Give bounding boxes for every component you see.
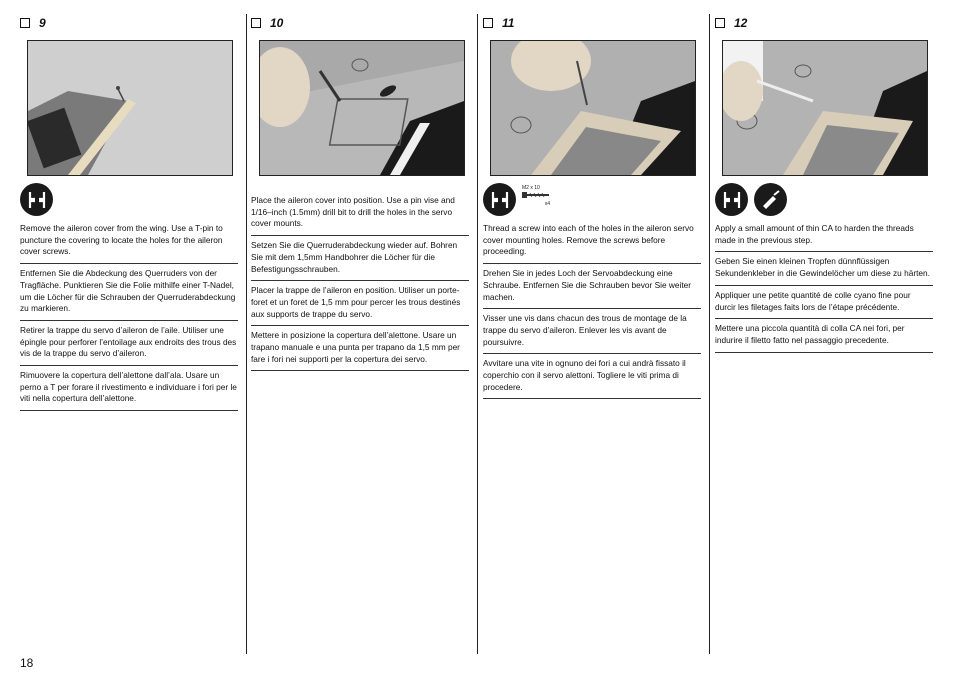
checkbox-icon[interactable]: [20, 18, 30, 28]
instruction-text: [20, 219, 238, 411]
step-photo: [259, 40, 465, 176]
paragraph-fr: Retirer la trappe du servo d’aileron de l’aile. Utiliser une épingle pour perforer l’entoilage aux endroits des trous des vis de la trappe du servo d’aileron.: [20, 321, 238, 366]
step-number: 9: [39, 16, 46, 30]
paragraph-de: Drehen Sie in jedes Loch der Servoabdeckung eine Schraube. Entfernen Sie die Schrauben bevor Sie weiter machen.: [483, 264, 701, 309]
icon-row: [483, 183, 550, 216]
screw-icon: [522, 191, 550, 199]
instruction-text: [483, 219, 701, 399]
step-number: 11: [502, 16, 515, 30]
paragraph-en: Thread a screw into each of the holes in the aileron servo cover mounting holes. Remove the screws before proceeding.: [483, 219, 701, 264]
two-wings-icon: [715, 183, 748, 216]
paragraph-de: Geben Sie einen kleinen Tropfen dünnflüssigen Sekundenkleber in die Gewindelöcher um diese zu härten.: [715, 252, 933, 285]
step-header: [20, 16, 46, 30]
two-wings-icon: [20, 183, 53, 216]
checkbox-icon[interactable]: [483, 18, 493, 28]
column-divider: [246, 14, 247, 654]
two-wings-icon: [483, 183, 516, 216]
instruction-text: [251, 191, 469, 371]
paragraph-de: Setzen Sie die Querruderabdeckung wieder auf. Bohren Sie mit dem 1,5mm Handbohrer die Löcher für die Befestigungsschrauben.: [251, 236, 469, 281]
paragraph-fr: Visser une vis dans chacun des trous de montage de la trappe du servo d’aileron. Enlever les vis avant de poursuivre.: [483, 309, 701, 354]
step-photo: [722, 40, 928, 176]
paragraph-en: Apply a small amount of thin CA to harden the threads made in the previous step.: [715, 219, 933, 252]
step-number: 12: [734, 16, 748, 30]
step-number: 10: [270, 16, 284, 30]
icon-row: [715, 183, 787, 216]
column-divider: [477, 14, 478, 654]
step-photo: [490, 40, 696, 176]
paragraph-en: Place the aileron cover into position. Use a pin vise and 1/16–inch (1.5mm) drill bit to drill the holes in the servo cover mounts.: [251, 191, 469, 236]
column-divider: [709, 14, 710, 654]
instruction-text: [715, 219, 933, 353]
paragraph-de: Entfernen Sie die Abdeckung des Querruders von der Tragfläche. Punktieren Sie die Folie mithilfe einer T-Nadel, um die Löcher für die Schrauben der Querruderabdeckung zu markieren.: [20, 264, 238, 321]
step-header: [483, 16, 514, 30]
step-header: [251, 16, 283, 30]
step-header: [715, 16, 747, 30]
paragraph-it: Avvitare una vite in ognuno dei fori a cui andrà fissato il coperchio con il servo alettoni. Togliere le viti prima di procedere.: [483, 354, 701, 399]
step-photo: [27, 40, 233, 176]
checkbox-icon[interactable]: [715, 18, 725, 28]
paragraph-fr: Appliquer une petite quantité de colle cyano fine pour durcir les filetages faits lors de l’étape précédente.: [715, 286, 933, 319]
glue-bottle-icon: [754, 183, 787, 216]
screw-count: x4: [544, 201, 550, 207]
paragraph-fr: Placer la trappe de l’aileron en position. Utiliser un porte-foret et un foret de 1,5 mm pour percer les trous destinés aux supports de trappe du servo.: [251, 281, 469, 326]
paragraph-it: Rimuovere la copertura dell’alettone dall’ala. Usare un perno a T per forare il rivestimento e individuare i fori per le viti nella copertura dell’alettone.: [20, 366, 238, 411]
paragraph-it: Mettere in posizione la copertura dell’alettone. Usare un trapano manuale e una punta per trapano da 1,5 mm per fare i fori nei supporti per la copertura dei servo.: [251, 326, 469, 371]
checkbox-icon[interactable]: [251, 18, 261, 28]
paragraph-en: Remove the aileron cover from the wing. Use a T-pin to puncture the covering to locate the holes for the aileron cover screws.: [20, 219, 238, 264]
screw-size-label: M2 x 10: [522, 185, 540, 191]
page-number: 18: [20, 656, 34, 670]
icon-row: [20, 183, 53, 216]
screw-spec: [522, 185, 550, 207]
paragraph-it: Mettere una piccola quantità di colla CA nei fori, per indurire il filetto fatto nel passaggio precedente.: [715, 319, 933, 352]
